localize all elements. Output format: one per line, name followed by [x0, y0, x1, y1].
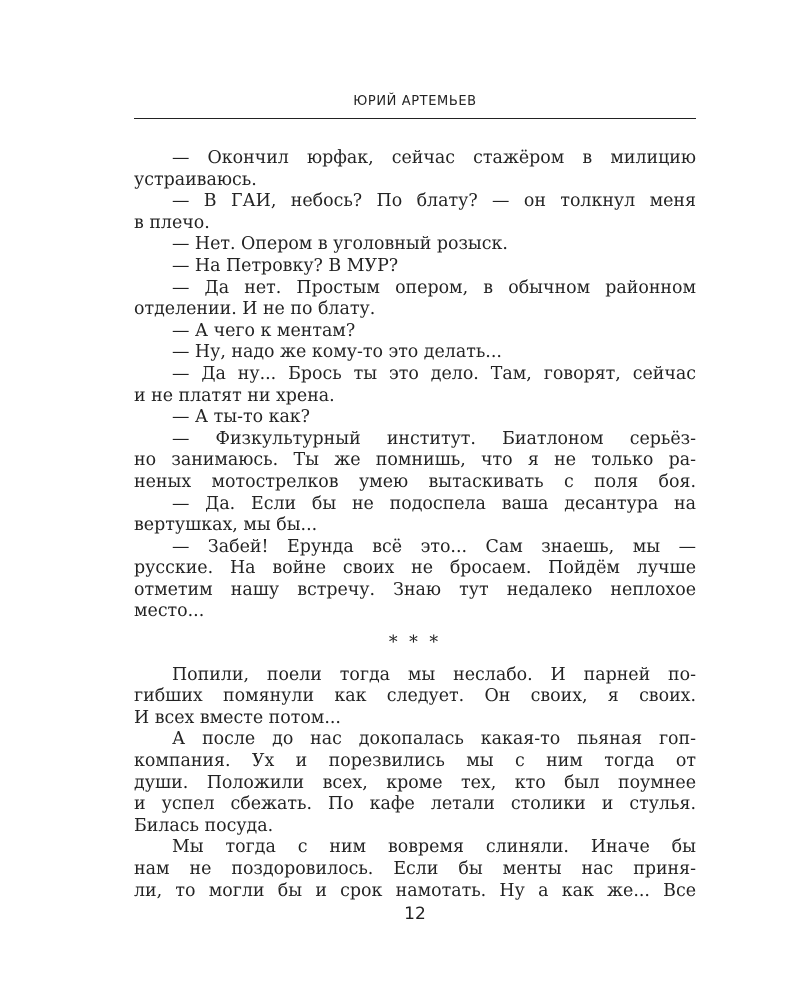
text-line: Попили, поели тогда мы неслабо. И парней по- [172, 664, 696, 685]
text-line: — На Петровку? В МУР? [172, 255, 399, 276]
text-line: — Нет. Опером в уголовный розыск. [172, 234, 508, 255]
text-line: отметим нашу встречу. Знаю тут недалеко неплохое [134, 579, 696, 600]
text-line: но занимаюсь. Ты же помнишь, что я не только ра- [134, 450, 696, 471]
text-line: — Физкультурный институт. Биатлоном серьёз- [172, 428, 696, 449]
text-line: — Да нет. Простым опером, в обычном районном [172, 277, 696, 298]
text-line: — Окончил юрфак, сейчас стажёром в милицию [172, 148, 696, 168]
text-line: место... [134, 601, 205, 622]
section-separator: * * * [388, 633, 442, 654]
text-line: компания. Ух и порезвились мы с ним тогда от [134, 751, 696, 772]
text-line: — Да. Если бы не подоспела ваша десантура на [172, 493, 696, 514]
main-text [134, 148, 696, 902]
text-line: вертушках, мы бы... [134, 515, 318, 536]
text-line: души. Положили всех, кроме тех, кто был поумнее [134, 772, 696, 793]
text-line: — А ты-то как? [172, 407, 311, 428]
text-line: Мы тогда с ним вовремя слиняли. Иначе бы [172, 837, 696, 858]
text-line: отделении. И не по блату. [134, 299, 376, 320]
text-line: гибших помянули как следует. Он своих, я своих. [134, 686, 696, 707]
text-line: — В ГАИ, небось? По блату? — он толкнул меня [172, 191, 696, 212]
text-line: ли, то могли бы и срок намотать. Ну а как же... Все [134, 880, 696, 901]
text-line: — А чего к ментам? [172, 320, 356, 341]
text-line: — Ну, надо же кому-то это делать... [172, 342, 502, 363]
text-line: — Забей! Ерунда всё это... Сам знаешь, мы — [172, 536, 696, 557]
text-line: — Да ну... Брось ты это дело. Там, говорят, сейчас [172, 363, 696, 384]
running-head: ЮРИЙ АРТЕМЬЕВ [353, 94, 477, 109]
text-line: А после до нас докопалась какая-то пьяная гоп- [172, 729, 696, 750]
text-line: устраиваюсь. [134, 169, 257, 190]
text-line: и успел сбежать. По кафе летали столики и стулья. [134, 794, 696, 815]
text-line: нам не поздоровилось. Если бы менты нас приня- [134, 859, 696, 879]
text-line: и не платят ни хрена. [134, 385, 335, 406]
text-line: И всех вместе потом... [134, 707, 341, 728]
text-line: Билась посуда. [134, 815, 274, 836]
page-number: 12 [404, 904, 426, 924]
text-line: в плечо. [134, 212, 210, 233]
header-rule [134, 118, 696, 119]
text-line: русские. На войне своих не бросаем. Пойдём лучше [134, 558, 696, 579]
text-line: неных мотострелков умею вытаскивать с поля боя. [134, 471, 696, 492]
